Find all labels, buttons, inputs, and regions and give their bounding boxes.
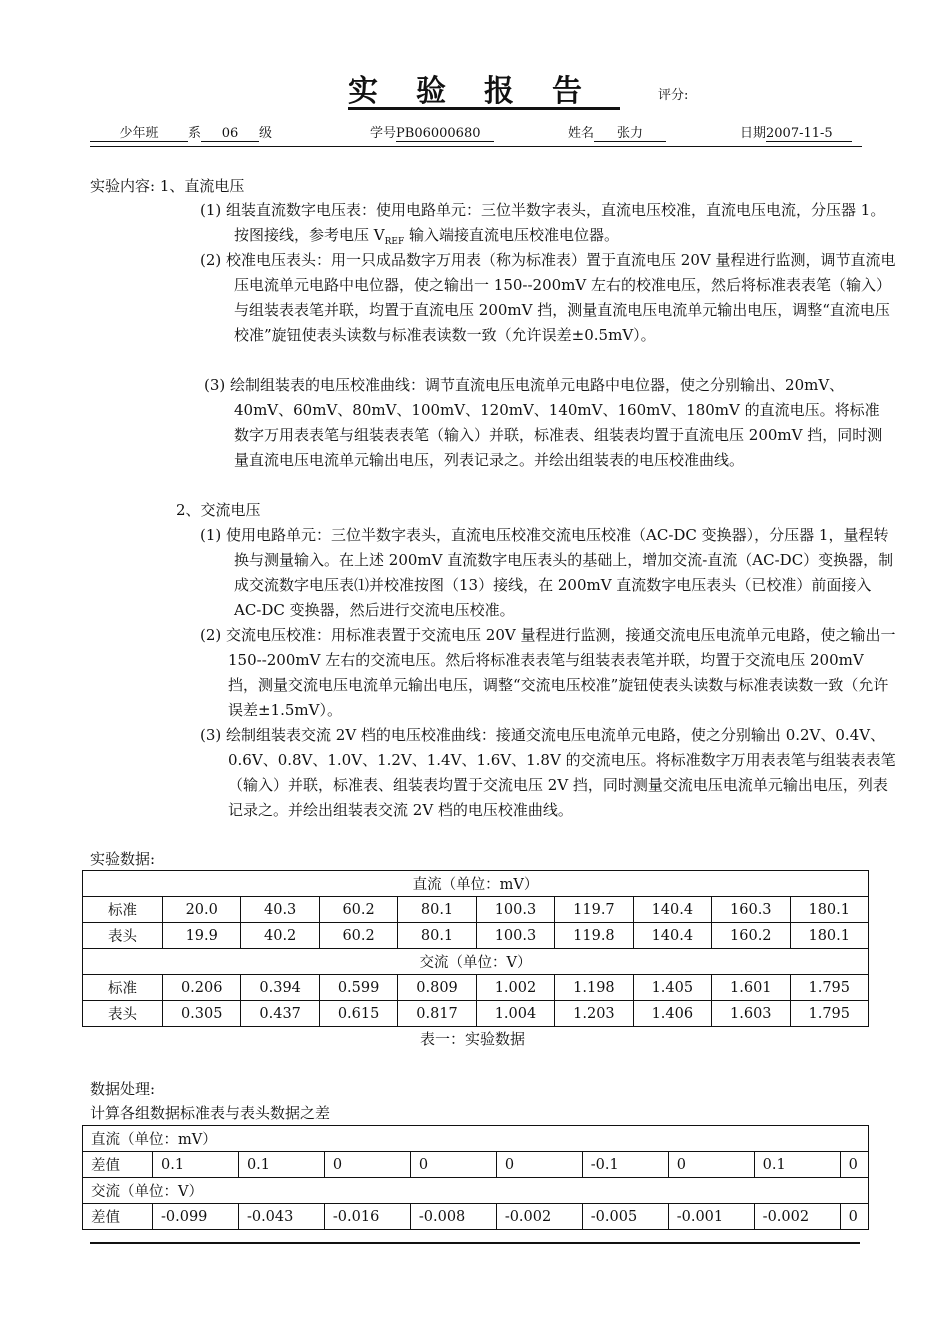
- table-cell: 0.1: [754, 1152, 840, 1178]
- table-cell: 0.394: [241, 975, 319, 1001]
- grade-value: 06: [201, 126, 259, 142]
- data-table: [82, 870, 869, 1027]
- ac-heading: 2、交流电压: [176, 501, 261, 519]
- name-field: [568, 122, 666, 142]
- table-cell: -0.002: [754, 1204, 840, 1230]
- table-row: [83, 1152, 869, 1178]
- processing-label: 数据处理:: [90, 1080, 156, 1098]
- row-label: 标准: [83, 975, 163, 1001]
- table-row: [83, 871, 869, 897]
- table-cell: 80.1: [398, 923, 476, 949]
- table-cell: 1.406: [633, 1001, 711, 1027]
- id-value: PB06000680: [396, 126, 494, 142]
- id-field: [370, 122, 494, 142]
- diff-ac-header: 交流（单位：V）: [83, 1178, 869, 1204]
- table-cell: 1.795: [790, 1001, 869, 1027]
- row-label: 表头: [83, 1001, 163, 1027]
- table-cell: 1.603: [712, 1001, 790, 1027]
- table-cell: 0.206: [163, 975, 241, 1001]
- table-cell: -0.1: [582, 1152, 668, 1178]
- table-row: [83, 897, 869, 923]
- class-field: [90, 122, 272, 142]
- id-label: 学号: [370, 126, 397, 141]
- table-row: [83, 1001, 869, 1027]
- table-cell: -0.008: [410, 1204, 496, 1230]
- table-cell: 0.817: [398, 1001, 476, 1027]
- table-cell: -0.016: [324, 1204, 410, 1230]
- table-cell: 140.4: [633, 923, 711, 949]
- dc-header: 直流（单位：mV）: [83, 871, 869, 897]
- table-cell: 140.4: [633, 897, 711, 923]
- table-cell: -0.099: [153, 1204, 239, 1230]
- diff-dc-header: 直流（单位：mV）: [83, 1126, 869, 1152]
- ac-item-2: (2) 交流电压校准：用标准表置于交流电压 20V 量程进行监测，接通交流电压电流单元电路，使之输出一 150--200mV 左右的交流电压。然后将标准表表笔与组装表表笔并联，均置于交流电压 200mV 挡，测量交流电压电流单元输出电压，调整“交流电压校准”旋钮使表头读数与标准表读数一致（允许误差±1.5mV）。: [200, 626, 896, 719]
- ac-item-1: (1) 使用电路单元：三位半数字表头，直流电压校准交流电压校准（AC-DC 变换器），分压器 1，量程转换与测量输入。在上述 200mV 直流数字电压表头的基础上，增加交流-直流（AC-DC）变换器，制成交流数字电压表⑴并校准按图（13）接线，在 200mV 直流数字电压表头（已校准）前面接入 AC-DC 变换器，然后进行交流电压校准。: [200, 526, 894, 619]
- table-cell: 19.9: [163, 923, 241, 949]
- table-cell: 40.2: [241, 923, 319, 949]
- table-cell: 0: [668, 1152, 754, 1178]
- table-cell: 1.203: [555, 1001, 633, 1027]
- table-cell: -0.002: [496, 1204, 582, 1230]
- dc-item-1: (1) 组装直流数字电压表：使用电路单元：三位半数字表头，直流电压校准，直流电压电流，分压器 1。按图接线，参考电压 $V_{REF}$ 输入端接直流电压校准电位器。: [200, 201, 886, 247]
- name-value: 张力: [594, 126, 666, 142]
- table-cell: 0.1: [238, 1152, 324, 1178]
- dc-item-3: (3) 绘制组装表的电压校准曲线：调节直流电压电流单元电路中电位器，使之分别输出、20mV、40mV、60mV、80mV、100mV、120mV、140mV、160mV、180mV 的直流电压。将标准数字万用表表笔与组装表表笔（输入）并联，标准表、组装表均置于直流电压 200mV 挡，同时测量直流电压电流单元输出电压，列表记录之。并绘出组装表的电压校准曲线。: [204, 376, 883, 469]
- table-cell: 20.0: [163, 897, 241, 923]
- row-label: 标准: [83, 897, 163, 923]
- table-cell: 1.405: [633, 975, 711, 1001]
- report-title: 实验报告: [348, 74, 620, 109]
- table-cell: 119.7: [555, 897, 633, 923]
- table-cell: 0.305: [163, 1001, 241, 1027]
- table-cell: 1.601: [712, 975, 790, 1001]
- table-cell: -0.005: [582, 1204, 668, 1230]
- table-cell: 0: [410, 1152, 496, 1178]
- date-label: 日期: [740, 126, 767, 141]
- table-cell: 180.1: [790, 923, 869, 949]
- table-cell: 180.1: [790, 897, 869, 923]
- table-cell: 160.2: [712, 923, 790, 949]
- row-label: 表头: [83, 923, 163, 949]
- table-caption: 表一：实验数据: [420, 1030, 526, 1048]
- table-row: [83, 923, 869, 949]
- table-cell: 0: [324, 1152, 410, 1178]
- table-cell: 0.809: [398, 975, 476, 1001]
- table-cell: 1.198: [555, 975, 633, 1001]
- content-label: 实验内容: 1、直流电压: [90, 177, 245, 195]
- ac-header: 交流（单位：V）: [83, 949, 869, 975]
- table-cell: 1.004: [476, 1001, 554, 1027]
- table-cell: 160.3: [712, 897, 790, 923]
- grade-label: 级: [259, 126, 273, 141]
- table-cell: 119.8: [555, 923, 633, 949]
- row-label: 差值: [83, 1204, 153, 1230]
- table-cell: 60.2: [319, 897, 397, 923]
- table-cell: 0: [840, 1204, 868, 1230]
- table-row: [83, 949, 869, 975]
- footer-divider: [90, 1242, 860, 1244]
- score-label: 评分:: [658, 88, 689, 103]
- table-cell: 100.3: [476, 897, 554, 923]
- table-row: [83, 1178, 869, 1204]
- class-name: 少年班: [90, 126, 188, 142]
- table-cell: 0.615: [319, 1001, 397, 1027]
- table-cell: 1.795: [790, 975, 869, 1001]
- date-field: [740, 122, 852, 142]
- table-cell: -0.043: [238, 1204, 324, 1230]
- table-cell: 0: [840, 1152, 868, 1178]
- table-row: [83, 1126, 869, 1152]
- table-cell: 0.437: [241, 1001, 319, 1027]
- table-cell: 0.599: [319, 975, 397, 1001]
- table-row: [83, 1204, 869, 1230]
- row-label: 差值: [83, 1152, 153, 1178]
- table-cell: -0.001: [668, 1204, 754, 1230]
- table-cell: 0.1: [153, 1152, 239, 1178]
- table-cell: 0: [496, 1152, 582, 1178]
- dc-item-2: (2) 校准电压表头：用一只成品数字万用表（称为标准表）置于直流电压 20V 量程进行监测，调节直流电压电流单元电路中电位器，使之输出一 150--200mV 左右的校准电压，然后将标准表表笔（输入）与组装表表笔并联，均置于直流电压 200mV 挡，测量直流电压电流单元输出电压，调整“直流电压校准”旋钮使表头读数与标准表读数一致（允许误差±0.5mV）。: [200, 251, 896, 344]
- table-row: [83, 975, 869, 1001]
- data-label: 实验数据:: [90, 850, 156, 868]
- table-cell: 100.3: [476, 923, 554, 949]
- processing-subtitle: 计算各组数据标准表与表头数据之差: [90, 1104, 331, 1122]
- diff-table: [82, 1125, 869, 1230]
- table-cell: 60.2: [319, 923, 397, 949]
- date-value: 2007-11-5: [766, 126, 852, 142]
- ac-item-3: (3) 绘制组装表交流 2V 档的电压校准曲线：接通交流电压电流单元电路，使之分别输出 0.2V、0.4V、0.6V、0.8V、1.0V、1.2V、1.4V、1.6V、1.8V 的交流电压。将标准数字万用表表笔与组装表表笔（输入）并联，标准表、组装表均置于交流电压 2V 挡，同时测量交流电压电流单元输出电压，列表记录之。并绘出组装表交流 2V 档的电压校准曲线。: [200, 726, 896, 819]
- header-divider: [90, 146, 862, 147]
- table-cell: 1.002: [476, 975, 554, 1001]
- table-cell: 40.3: [241, 897, 319, 923]
- dept-label: 系: [188, 126, 202, 141]
- name-label: 姓名: [568, 126, 595, 141]
- table-cell: 80.1: [398, 897, 476, 923]
